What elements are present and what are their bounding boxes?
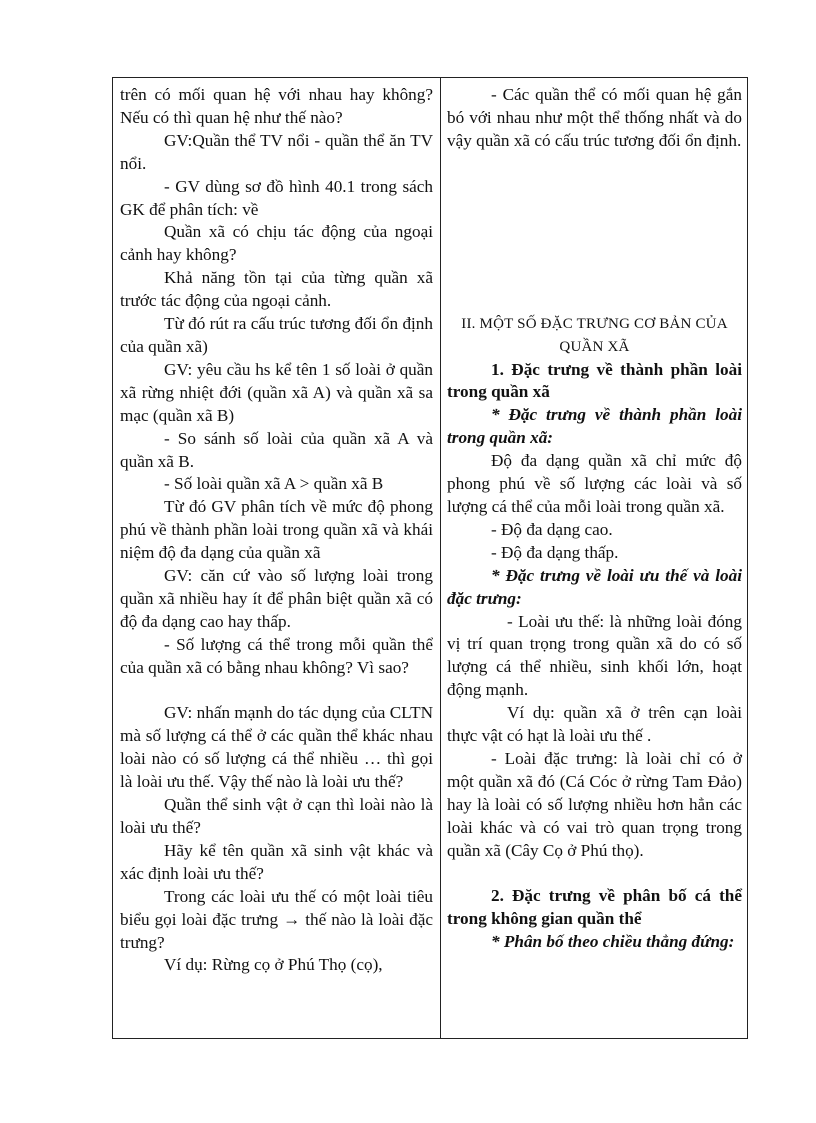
bullet-item: - Độ đa dạng cao. [491,519,613,539]
section-heading: II. MỘT SỐ ĐẶC TRƯNG CƠ BẢN CỦA QUẦN XÃ [461,315,728,355]
left-paragraph: - Số lượng cá thể trong mỗi quần thể của quần xã có bằng nhau không? Vì sao? [120,634,433,677]
example-text: Ví dụ: quần xã ở trên cạn loài thực vật có hạt là loài ưu thế . [447,703,742,746]
bullet-item: - Độ đa dạng thấp. [491,542,619,562]
subsection-title: * Phân bố theo chiều thẳng đứng: [491,932,735,952]
left-paragraph: GV: nhấn mạnh do tác dụng của CLTN mà số lượng cá thể ở các quần thể khác nhau loài nào có số lượng cá thể nhiều … thì gọi là loài ưu thế. Vậy thế nào là loài ưu thế? [120,703,433,792]
spacer [120,680,433,703]
left-paragraph: Trong các loài ưu thế có một loài tiêu biểu gọi loài đặc trưng → thế nào là loài đặc trưng? [120,886,433,952]
lesson-table [112,77,748,1039]
subsection-title: * Đặc trưng về loài ưu thế và loài đặc trưng: [447,565,742,608]
left-paragraph: Từ đó GV phân tích về mức độ phong phú về thành phần loài trong quần xã và khái niệm độ đa dạng của quần xã [120,497,433,563]
spacer [447,153,742,313]
left-paragraph: Quần xã có chịu tác động của ngoại cảnh hay không? [120,222,433,265]
dominant-species-text: - Loài ưu thế: là những loài đóng vị trí quan trọng trong quần xã do có số lượng cá thể nhiều, sinh khối lớn, hoạt động mạnh. [447,611,742,700]
community-structure-text: - Các quần thể có mối quan hệ gắn bó với nhau như một thể thống nhất và do vậy quần xã có cấu trúc tương đối ổn định. [447,85,742,150]
subsection-title: 1. Đặc trưng về thành phần loài trong quần xã [447,359,742,402]
left-paragraph: Quần thể sinh vật ở cạn thì loài nào là loài ưu thế? [120,795,433,837]
left-paragraph: Từ đó rút ra cấu trúc tương đối ổn định của quần xã) [120,314,433,356]
teacher-activity-column [120,84,433,977]
left-paragraph: trên có mối quan hệ với nhau hay không? Nếu có thì quan hệ như thế nào? [120,85,433,127]
subsection-title: 2. Đặc trưng về phân bố cá thể trong không gian quần thể [447,886,742,929]
left-paragraph: Ví dụ: Rừng cọ ở Phú Thọ (cọ), [164,955,383,975]
left-paragraph: - Số loài quần xã A > quần xã B [164,474,384,494]
left-paragraph: - So sánh số loài của quần xã A và quần xã B. [120,428,433,471]
diversity-definition: Độ đa dạng quần xã chỉ mức độ phong phú về số lượng các loài và số lượng cá thể của mỗi loài trong quần xã. [447,451,742,516]
spacer [447,862,742,885]
column-divider [440,78,441,1038]
subsection-title: * Đặc trưng về thành phần loài trong quần xã: [447,405,742,448]
left-paragraph: Khả năng tồn tại của từng quần xã trước tác động của ngoại cảnh. [120,268,433,311]
left-paragraph: GV: căn cứ vào số lượng loài trong quần xã nhiều hay ít để phân biệt quần xã có độ đa dạng cao hay thấp. [120,566,433,631]
characteristic-species-text: - Loài đặc trưng: là loài chỉ có ở một quần xã đó (Cá Cóc ở rừng Tam Đảo) hay là loài có số lượng nhiều hơn hẳn các loài khác và có vai trò quan trọng trong quần xã (Cây Cọ ở Phú thọ). [447,748,742,860]
content-column [447,84,742,954]
left-paragraph: GV:Quần thể TV nổi - quần thể ăn TV nổi. [120,130,433,173]
left-paragraph: Hãy kể tên quần xã sinh vật khác và xác định loài ưu thế? [120,840,433,883]
left-paragraph: GV: yêu cầu hs kể tên 1 số loài ở quần xã rừng nhiệt đới (quần xã A) và quần xã sa mạc (quần xã B) [120,359,433,425]
left-paragraph: - GV dùng sơ đồ hình 40.1 trong sách GK để phân tích: về [120,176,433,219]
